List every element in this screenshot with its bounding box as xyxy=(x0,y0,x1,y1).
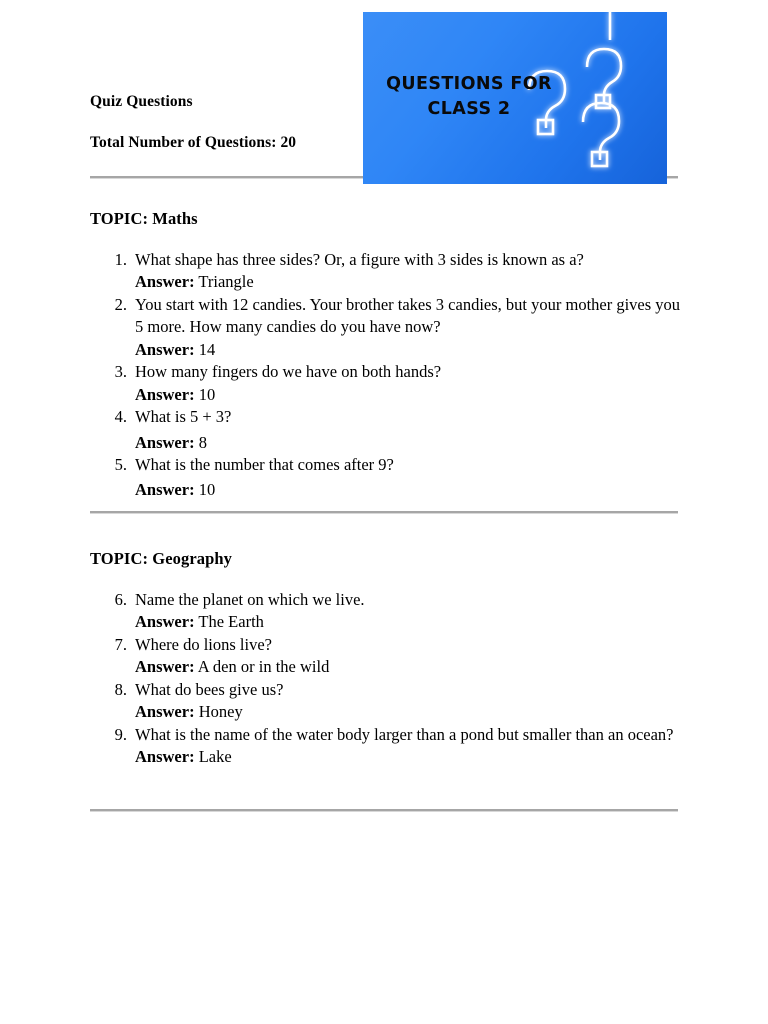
question-text: Where do lions live? xyxy=(135,634,272,654)
page-title: Quiz Questions xyxy=(90,93,193,110)
item-number: 5. xyxy=(114,454,127,474)
answer-value: The Earth xyxy=(198,612,264,632)
quiz-banner-image xyxy=(363,12,667,184)
answer-label: Answer: xyxy=(135,480,195,500)
list-item xyxy=(90,724,690,769)
item-number: 7. xyxy=(114,634,127,654)
banner-background xyxy=(363,12,667,184)
question-text: Name the planet on which we live. xyxy=(135,590,365,609)
item-number: 1. xyxy=(114,250,127,269)
answer-label: Answer: xyxy=(135,384,195,404)
question-text: What is the name of the water body larger than a pond but smaller than an ocean? xyxy=(135,724,674,744)
list-item xyxy=(90,249,690,294)
answer-value: 8 xyxy=(198,432,207,452)
divider-maths-geography xyxy=(90,511,678,514)
answer-line xyxy=(135,432,690,454)
topic-heading-geography: TOPIC: Geography xyxy=(90,549,233,568)
answer-value: A den or in the wild xyxy=(197,657,330,677)
item-number: 6. xyxy=(114,590,127,609)
item-number: 2. xyxy=(114,294,127,314)
question-text: What is 5 + 3? xyxy=(135,407,232,427)
list-item xyxy=(90,679,690,724)
item-number: 9. xyxy=(114,724,127,744)
answer-line xyxy=(135,271,690,293)
answer-label: Answer: xyxy=(135,702,195,722)
question-list-maths xyxy=(90,249,690,502)
banner-title-line1: QUESTIONS FOR xyxy=(386,74,552,94)
answer-value: 14 xyxy=(198,339,216,359)
answer-label: Answer: xyxy=(135,657,195,677)
item-number: 3. xyxy=(114,362,127,382)
answer-value: 10 xyxy=(198,384,216,404)
answer-label: Answer: xyxy=(135,272,195,292)
banner-title-line2: CLASS 2 xyxy=(427,99,511,120)
answer-line xyxy=(135,611,690,633)
answer-label: Answer: xyxy=(135,747,195,767)
item-number: 8. xyxy=(114,679,127,699)
banner-title xyxy=(373,72,565,123)
list-item xyxy=(90,454,690,502)
answer-value: Honey xyxy=(198,702,243,722)
question-text: What is the number that comes after 9? xyxy=(135,454,394,474)
answer-line xyxy=(135,479,690,501)
answer-value: Lake xyxy=(198,747,232,767)
answer-line xyxy=(135,384,690,406)
total-questions-line: Total Number of Questions: 20 xyxy=(90,134,297,152)
list-item xyxy=(90,294,690,361)
answer-label: Answer: xyxy=(135,612,195,632)
question-text: How many fingers do we have on both hands? xyxy=(135,362,442,382)
answer-value: 10 xyxy=(198,480,216,500)
divider-bottom xyxy=(90,809,678,812)
question-text: What do bees give us? xyxy=(135,679,284,699)
list-item xyxy=(90,634,690,679)
topic-heading-maths: TOPIC: Maths xyxy=(90,209,198,228)
list-item xyxy=(90,589,690,634)
question-text: What shape has three sides? Or, a figure with 3 sides is known as a? xyxy=(135,250,584,269)
answer-label: Answer: xyxy=(135,339,195,359)
question-list-geography xyxy=(90,589,690,769)
list-item xyxy=(90,406,690,454)
item-number: 4. xyxy=(114,407,127,427)
answer-line xyxy=(135,701,690,723)
answer-line xyxy=(135,656,690,678)
answer-value: Triangle xyxy=(198,272,254,292)
answer-label: Answer: xyxy=(135,432,195,452)
list-item xyxy=(90,361,690,406)
question-text: You start with 12 candies. Your brother takes 3 candies, but your mother gives you 5 more. How many candies do you have now? xyxy=(135,294,681,337)
document-header xyxy=(90,92,360,153)
answer-line xyxy=(135,339,690,361)
answer-line xyxy=(135,746,690,768)
